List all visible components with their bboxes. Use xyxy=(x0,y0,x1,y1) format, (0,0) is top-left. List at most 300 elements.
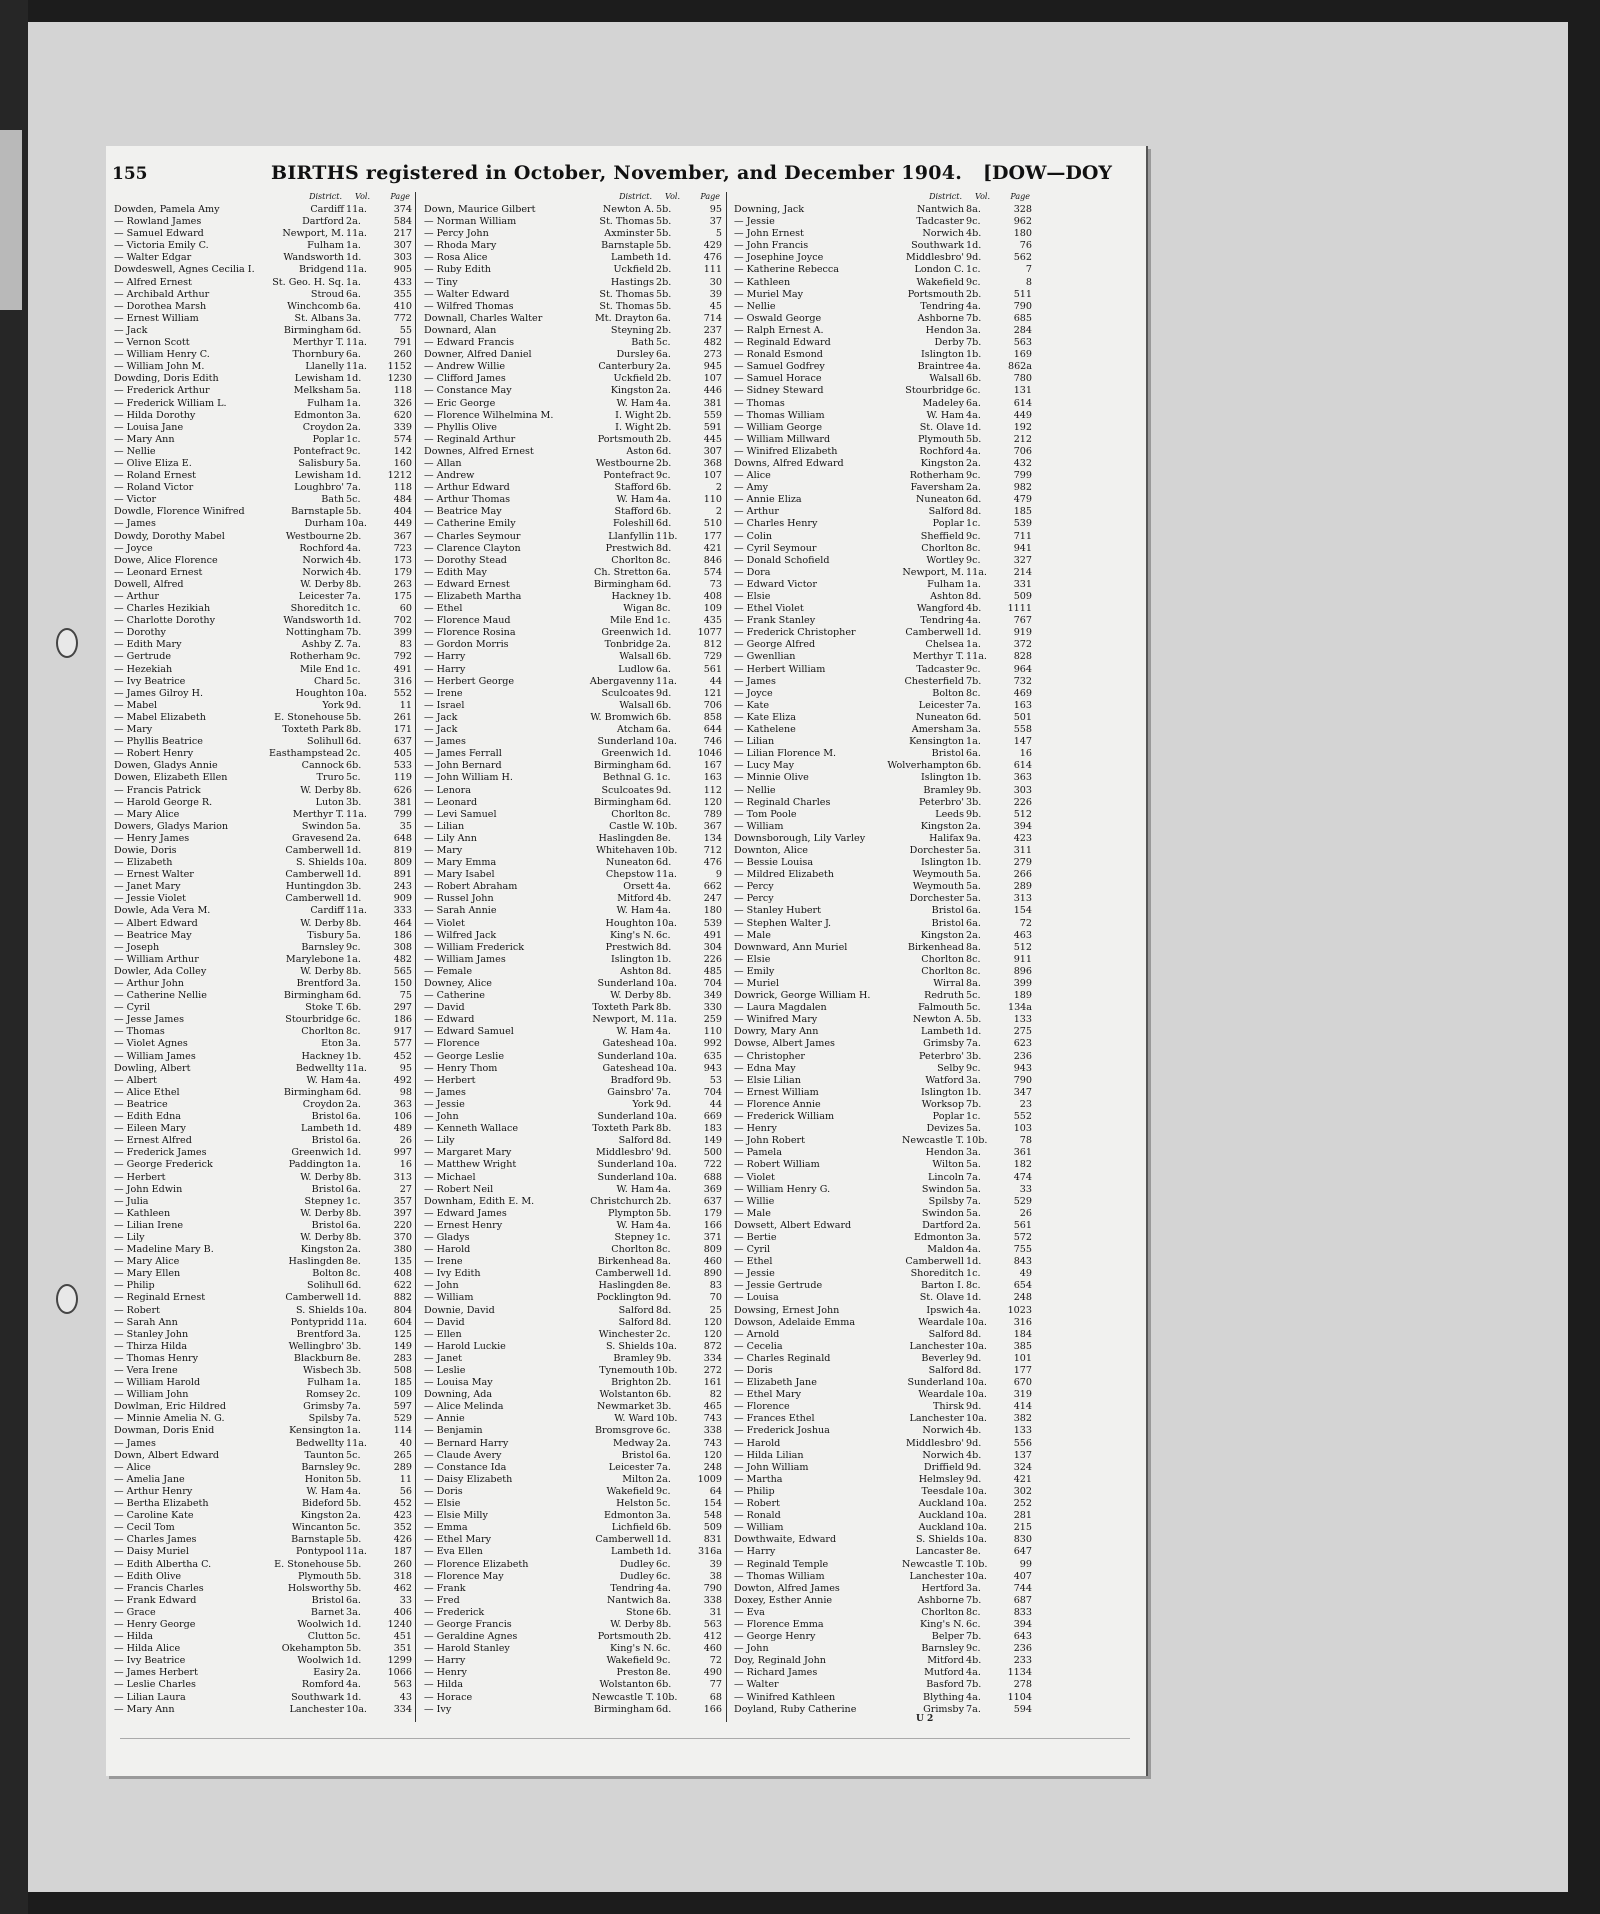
register-entry xyxy=(734,1172,1034,1184)
entry-page: 476 xyxy=(703,252,722,264)
entry-district: Bridgend xyxy=(299,264,344,276)
register-entry xyxy=(114,1002,414,1014)
entry-district: Newcastle T. xyxy=(902,1558,964,1570)
entry-volume: 9c. xyxy=(656,470,671,482)
register-entry xyxy=(114,1438,414,1450)
entry-volume: 8e. xyxy=(656,1280,671,1292)
entry-volume: 3b. xyxy=(966,1050,982,1062)
entry-volume: 11b. xyxy=(656,530,678,542)
entry-page: 374 xyxy=(393,204,412,215)
entry-volume: 1a. xyxy=(346,397,361,409)
entry-district: Woolwich xyxy=(297,1655,344,1667)
entry-district: Rotherham xyxy=(909,470,964,482)
entry-volume: 4a. xyxy=(346,1074,361,1086)
entry-name: — Andrew Willie xyxy=(424,361,506,373)
entry-district: Sunderland xyxy=(597,1171,654,1183)
entry-page: 23 xyxy=(1019,1098,1032,1110)
entry-district: Wandsworth xyxy=(283,615,344,627)
entry-name: — George Leslie xyxy=(424,1050,505,1062)
entry-district: Spilsby xyxy=(308,1413,344,1425)
entry-name: — Christopher xyxy=(734,1050,805,1062)
register-entry xyxy=(114,1111,414,1123)
entry-name: — Philip xyxy=(114,1280,155,1292)
entry-name: — Florence Wilhelmina M. xyxy=(424,409,554,421)
entry-volume: 9c. xyxy=(346,651,361,663)
entry-name: — Wilfred Jack xyxy=(424,929,497,941)
entry-district: Middlesbro' xyxy=(906,252,964,264)
entry-district: Poplar xyxy=(932,518,964,530)
register-entry xyxy=(734,1268,1034,1280)
entry-district: W. Ham xyxy=(616,1026,654,1038)
entry-district: Wortley xyxy=(926,554,964,566)
register-entry xyxy=(424,845,724,857)
entry-page: 60 xyxy=(399,603,412,615)
register-entry xyxy=(734,1038,1034,1050)
register-entry xyxy=(424,1571,724,1583)
register-entry xyxy=(114,555,414,567)
entry-page: 997 xyxy=(393,1147,412,1159)
entry-name: — Catherine Emily xyxy=(424,518,516,530)
entry-page: 236 xyxy=(1013,1050,1032,1062)
entry-page: 563 xyxy=(393,1679,412,1691)
entry-name: — Julia xyxy=(114,1195,149,1207)
register-entry xyxy=(424,1135,724,1147)
entry-name: — Lilian xyxy=(424,820,465,832)
entry-district: Thirsk xyxy=(933,1401,964,1413)
entry-volume: 8d. xyxy=(656,542,672,554)
entry-volume: 9d. xyxy=(656,784,672,796)
entry-volume: 2a. xyxy=(966,929,981,941)
entry-district: Birmingham xyxy=(593,1703,654,1715)
entry-volume: 5c. xyxy=(966,990,981,1002)
entry-page: 1104 xyxy=(1007,1691,1032,1703)
entry-page: 283 xyxy=(393,1352,412,1364)
register-entry xyxy=(114,567,414,579)
entry-page: 381 xyxy=(393,796,412,808)
entry-district: Helmsley xyxy=(918,1473,964,1485)
page-header xyxy=(106,160,1146,190)
entry-page: 476 xyxy=(703,857,722,869)
entry-name: — William Frederick xyxy=(424,941,525,953)
entry-district: Islington xyxy=(921,857,964,869)
entry-name: Dowrick, George William H. xyxy=(734,990,871,1002)
entry-page: 964 xyxy=(1013,663,1032,675)
entry-name: Dowell, Alfred xyxy=(114,578,184,590)
entry-volume: 1b. xyxy=(966,349,982,361)
entry-page: 432 xyxy=(1013,457,1032,469)
entry-page: 512 xyxy=(1013,941,1032,953)
entry-volume: 8c. xyxy=(346,1026,361,1038)
entry-district: Camberwell xyxy=(285,869,344,881)
entry-name: — Gertrude xyxy=(114,651,172,663)
entry-name: — Russel John xyxy=(424,893,494,905)
entry-district: Milton xyxy=(622,1473,654,1485)
entry-page: 78 xyxy=(1019,1135,1032,1147)
register-entry xyxy=(114,942,414,954)
entry-district: Tonbridge xyxy=(604,639,654,651)
register-entry xyxy=(424,1353,724,1365)
entry-name: — Ernest Alfred xyxy=(114,1135,192,1147)
entry-name: — Ernest Henry xyxy=(424,1219,503,1231)
entry-name: — Frederick xyxy=(424,1606,485,1618)
entry-volume: 10a. xyxy=(656,1050,677,1062)
entry-name: Dowry, Mary Ann xyxy=(734,1026,819,1038)
entry-name: — James xyxy=(114,1437,156,1449)
entry-volume: 2b. xyxy=(656,264,672,276)
entry-volume: 8c. xyxy=(966,1280,981,1292)
entry-name: — Caroline Kate xyxy=(114,1510,194,1522)
entry-name: — Robert xyxy=(114,1304,160,1316)
entry-volume: 9c. xyxy=(966,554,981,566)
entry-name: — James Herbert xyxy=(114,1667,198,1679)
entry-page: 11 xyxy=(399,1473,412,1485)
register-entry xyxy=(734,289,1034,301)
register-entry xyxy=(424,1595,724,1607)
entry-volume: 1a. xyxy=(966,578,981,590)
entry-volume: 1a. xyxy=(346,276,361,288)
entry-page: 644 xyxy=(703,724,722,736)
entry-district: Kensington xyxy=(909,736,964,748)
entry-district: Woolwich xyxy=(297,1618,344,1630)
entry-district: Fulham xyxy=(307,240,344,252)
entry-name: — Frank xyxy=(424,1582,466,1594)
register-entry xyxy=(424,1559,724,1571)
entry-volume: 8a. xyxy=(656,1594,671,1606)
entry-volume: 5a. xyxy=(966,893,981,905)
register-entry xyxy=(734,1123,1034,1135)
entry-district: Lancaster xyxy=(915,1546,964,1558)
entry-district: W. Ham xyxy=(616,1219,654,1231)
entry-name: — Richard James xyxy=(734,1667,818,1679)
entry-volume: 4a. xyxy=(966,445,981,457)
register-entry xyxy=(114,990,414,1002)
register-entry xyxy=(734,1317,1034,1329)
entry-name: — Leslie Charles xyxy=(114,1679,196,1691)
entry-name: — Oswald George xyxy=(734,312,822,324)
register-entry xyxy=(734,301,1034,313)
entry-name: — Edward Victor xyxy=(734,578,817,590)
entry-district: W. Derby xyxy=(300,917,344,929)
register-entry xyxy=(734,603,1034,615)
entry-page: 712 xyxy=(703,844,722,856)
entry-page: 833 xyxy=(1013,1606,1032,1618)
register-entry xyxy=(114,785,414,797)
entry-district: Belper xyxy=(931,1631,964,1643)
entry-name: — Hilda Lilian xyxy=(734,1449,804,1461)
register-entry xyxy=(424,1111,724,1123)
entry-volume: 6c. xyxy=(346,1014,361,1026)
entry-name: — William George xyxy=(734,421,822,433)
entry-page: 485 xyxy=(703,965,722,977)
entry-district: Pontypool xyxy=(295,1546,344,1558)
entry-volume: 1c. xyxy=(656,1231,671,1243)
entry-page: 371 xyxy=(703,1231,722,1243)
entry-page: 941 xyxy=(1013,542,1032,554)
entry-page: 381 xyxy=(703,397,722,409)
entry-page: 120 xyxy=(703,796,722,808)
entry-volume: 2a. xyxy=(346,832,361,844)
entry-district: Islington xyxy=(611,953,654,965)
entry-page: 316 xyxy=(393,675,412,687)
register-entry xyxy=(734,893,1034,905)
entry-name: — Ethel xyxy=(734,1256,773,1268)
register-entry xyxy=(734,1546,1034,1558)
register-entry xyxy=(424,603,724,615)
entry-volume: 1d. xyxy=(346,1618,362,1630)
entry-page: 558 xyxy=(1013,724,1032,736)
register-entry xyxy=(734,1425,1034,1437)
entry-volume: 7b. xyxy=(966,1594,982,1606)
entry-district: Merthyr T. xyxy=(292,337,344,349)
register-entry xyxy=(734,724,1034,736)
entry-volume: 1d. xyxy=(346,252,362,264)
entry-volume: 5b. xyxy=(346,1582,362,1594)
entry-page: 212 xyxy=(1013,433,1032,445)
register-entry xyxy=(114,1051,414,1063)
entry-page: 755 xyxy=(1013,1244,1032,1256)
entry-volume: 8b. xyxy=(656,1002,672,1014)
entry-district: Chepstow xyxy=(605,869,654,881)
entry-district: Nantwich xyxy=(607,1594,654,1606)
entry-page: 175 xyxy=(393,591,412,602)
entry-name: — James xyxy=(424,1086,466,1098)
entry-district: Lincoln xyxy=(927,1171,964,1183)
entry-volume: 9b. xyxy=(656,1074,672,1086)
entry-district: Christchurch xyxy=(590,1195,654,1207)
entry-name: — Alice Ethel xyxy=(114,1086,180,1098)
entry-volume: 5a. xyxy=(966,1159,981,1171)
entry-page: 429 xyxy=(703,240,722,252)
entry-page: 106 xyxy=(393,1111,412,1123)
entry-volume: 1b. xyxy=(656,591,672,602)
entry-volume: 9c. xyxy=(966,663,981,675)
entry-page: 491 xyxy=(703,929,722,941)
entry-volume: 11a. xyxy=(346,228,367,240)
entry-district: W. Ham xyxy=(926,409,964,421)
entry-page: 421 xyxy=(1013,1473,1032,1485)
entry-district: Ludlow xyxy=(618,663,654,675)
entry-name: — Harold Luckie xyxy=(424,1340,506,1352)
entry-volume: 8c. xyxy=(656,603,671,615)
entry-district: Tendring xyxy=(920,300,964,312)
register-entry xyxy=(734,809,1034,821)
register-entry xyxy=(424,434,724,446)
entry-page: 281 xyxy=(1013,1510,1032,1522)
entry-volume: 9d. xyxy=(966,1352,982,1364)
entry-name: — Violet xyxy=(424,917,465,929)
entry-volume: 8d. xyxy=(966,1328,982,1340)
entry-volume: 2a. xyxy=(966,482,981,494)
entry-name: Dowlman, Eric Hildred xyxy=(114,1401,226,1413)
entry-volume: 3a. xyxy=(656,1510,671,1522)
register-entry xyxy=(734,252,1034,264)
entry-name: — William Henry C. xyxy=(114,349,210,361)
entry-volume: 3b. xyxy=(346,1365,362,1376)
entry-district: Uckfield xyxy=(613,264,654,276)
register-entry xyxy=(424,1401,724,1413)
entry-district: Bramley xyxy=(613,1352,654,1364)
entry-page: 77 xyxy=(709,1679,722,1691)
entry-district: Mt. Drayton xyxy=(594,312,654,324)
entry-page: 26 xyxy=(399,1135,412,1147)
entry-district: W. Derby xyxy=(300,578,344,590)
entry-volume: 4b. xyxy=(966,1655,982,1667)
register-entry xyxy=(114,978,414,990)
entry-volume: 3b. xyxy=(346,881,362,893)
entry-page: 38 xyxy=(709,1570,722,1582)
register-entry xyxy=(424,1184,724,1196)
register-entry xyxy=(424,857,724,869)
entry-district: Wigan xyxy=(623,603,654,615)
entry-page: 574 xyxy=(703,566,722,578)
entry-page: 1046 xyxy=(697,748,722,760)
register-entry xyxy=(734,990,1034,1002)
entry-name: — Edith May xyxy=(424,566,487,578)
register-entry xyxy=(734,1510,1034,1522)
entry-name: — William James xyxy=(114,1050,196,1062)
register-entry xyxy=(114,1099,414,1111)
entry-name: — Grace xyxy=(114,1606,156,1618)
register-entry xyxy=(424,446,724,458)
entry-name: — Cyril xyxy=(114,1002,151,1014)
register-entry xyxy=(114,1087,414,1099)
entry-volume: 4a. xyxy=(966,1691,981,1703)
entry-district: Barnsley xyxy=(921,1643,964,1655)
entry-name: Downall, Charles Walter xyxy=(424,312,543,324)
entry-name: — Jack xyxy=(424,711,458,723)
register-entry xyxy=(114,422,414,434)
entry-page: 9 xyxy=(715,869,722,881)
entry-page: 508 xyxy=(393,1365,412,1376)
district-heading: District. xyxy=(929,192,962,201)
entry-name: — Thomas xyxy=(734,397,785,409)
entry-volume: 7a. xyxy=(346,639,361,651)
entry-name: — Ernest William xyxy=(114,312,199,324)
entry-page: 103 xyxy=(1013,1123,1032,1135)
register-entry xyxy=(114,845,414,857)
entry-page: 183 xyxy=(703,1123,722,1135)
register-entry xyxy=(114,543,414,555)
entry-name: — Nellie xyxy=(734,784,776,796)
entry-volume: 2c. xyxy=(346,1389,361,1401)
entry-district: Haslingden xyxy=(288,1256,344,1268)
entry-district: Auckland xyxy=(918,1522,964,1534)
entry-page: 510 xyxy=(703,518,722,530)
register-entry xyxy=(734,942,1034,954)
entry-volume: 10a. xyxy=(656,736,677,748)
register-entry xyxy=(734,1147,1034,1159)
entry-volume: 5b. xyxy=(346,1534,362,1546)
register-entry xyxy=(114,966,414,978)
register-entry xyxy=(114,664,414,676)
entry-page: 334 xyxy=(393,1703,412,1715)
entry-volume: 10b. xyxy=(656,1365,678,1376)
entry-name: Down, Albert Edward xyxy=(114,1449,220,1461)
entry-page: 109 xyxy=(393,1389,412,1401)
entry-district: Okehampton xyxy=(281,1643,344,1655)
entry-page: 423 xyxy=(393,1510,412,1522)
entry-page: 180 xyxy=(703,905,722,917)
entry-name: — Geraldine Agnes xyxy=(424,1631,518,1643)
entry-district: W. Derby xyxy=(300,1231,344,1243)
entry-name: — John Ernest xyxy=(734,228,804,240)
entry-name: — Edward Samuel xyxy=(424,1026,514,1038)
register-entry xyxy=(424,1051,724,1063)
entry-district: Eton xyxy=(321,1038,344,1050)
entry-page: 134 xyxy=(703,832,722,844)
register-entry xyxy=(114,264,414,276)
entry-district: W. Bromwich xyxy=(590,711,654,723)
entry-district: Norwich xyxy=(922,1425,964,1437)
entry-district: Mutford xyxy=(924,1667,964,1679)
entry-name: — Doris xyxy=(734,1365,773,1376)
entry-volume: 3a. xyxy=(346,1606,361,1618)
entry-volume: 10b. xyxy=(966,1135,988,1147)
register-entry xyxy=(734,1184,1034,1196)
entry-volume: 2b. xyxy=(656,373,672,385)
entry-page: 279 xyxy=(1013,857,1032,869)
entry-name: — Hilda xyxy=(424,1679,464,1691)
entry-name: Dowers, Gladys Marion xyxy=(114,820,229,832)
entry-district: Barnsley xyxy=(301,1461,344,1473)
register-entry xyxy=(424,506,724,518)
register-entry xyxy=(114,1063,414,1075)
entry-volume: 4a. xyxy=(346,1679,361,1691)
register-entry xyxy=(424,942,724,954)
entry-district: Salford xyxy=(618,1135,654,1147)
entry-volume: 6d. xyxy=(656,445,672,457)
entry-page: 367 xyxy=(393,530,412,542)
register-entry xyxy=(114,1559,414,1571)
entry-district: Dorchester xyxy=(909,893,964,905)
entry-district: Bedwellty xyxy=(295,1062,344,1074)
entry-name: — Joyce xyxy=(734,687,773,699)
entry-district: Houghton xyxy=(295,687,344,699)
entry-name: — Hilda Dorothy xyxy=(114,409,196,421)
register-entry xyxy=(424,954,724,966)
entry-district: Marylebone xyxy=(285,953,344,965)
entry-district: Chorlton xyxy=(611,1244,654,1256)
entry-name: — Ivy xyxy=(424,1703,452,1715)
entry-volume: 3a. xyxy=(346,1038,361,1050)
entry-page: 911 xyxy=(1013,953,1032,965)
register-entry xyxy=(114,1462,414,1474)
entry-name: — Dorothy xyxy=(114,627,166,639)
entry-volume: 10a. xyxy=(656,917,677,929)
entry-district: Southwark xyxy=(291,1691,344,1703)
entry-district: Tadcaster xyxy=(916,663,964,675)
entry-name: — Beatrice xyxy=(114,1098,168,1110)
register-entry xyxy=(734,1377,1034,1389)
entry-page: 355 xyxy=(393,288,412,300)
entry-name: — Rosa Alice xyxy=(424,252,488,264)
entry-page: 149 xyxy=(393,1340,412,1352)
entry-page: 95 xyxy=(399,1062,412,1074)
entry-name: — Bernard Harry xyxy=(424,1437,509,1449)
register-entry xyxy=(114,1208,414,1220)
entry-name: — Harry xyxy=(424,651,466,663)
page-number: 155 xyxy=(112,164,148,184)
entry-volume: 2b. xyxy=(656,457,672,469)
entry-volume: 6c. xyxy=(656,1425,671,1437)
entry-name: — Tiny xyxy=(424,276,458,288)
entry-page: 166 xyxy=(703,1703,722,1715)
entry-name: — Winifred Elizabeth xyxy=(734,445,838,457)
register-entry xyxy=(114,1172,414,1184)
entry-page: 135 xyxy=(393,1256,412,1268)
entry-name: — Andrew xyxy=(424,470,475,482)
register-entry xyxy=(424,301,724,313)
